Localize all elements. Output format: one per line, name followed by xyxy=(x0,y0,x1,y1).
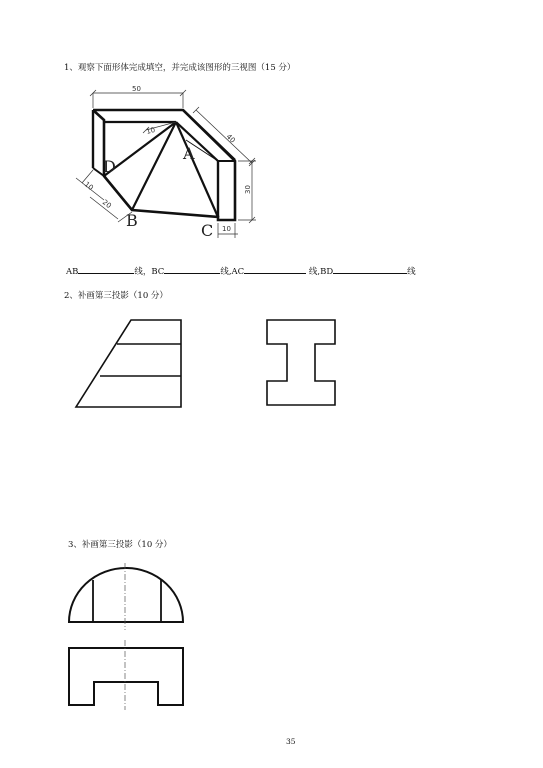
dimension-10-left: 10 xyxy=(82,180,95,193)
question-2-title: 2、补画第三投影（10 分） xyxy=(64,291,168,301)
dimension-30: 30 xyxy=(244,185,252,194)
dimension-40: 40 xyxy=(224,132,237,145)
dimension-50: 50 xyxy=(132,85,141,93)
fill-in-line xyxy=(66,264,416,277)
blank-bc[interactable] xyxy=(164,264,220,274)
question-3-figures xyxy=(69,563,183,710)
blank-ac[interactable] xyxy=(244,264,306,274)
question-3-title: 3、补画第三投影（10 分） xyxy=(68,540,172,550)
label-bd: BD xyxy=(320,267,334,277)
dimension-20: 20 xyxy=(100,198,113,211)
blank-ab[interactable] xyxy=(78,264,134,274)
label-ab: AB xyxy=(66,267,79,277)
suffix-ac: 线, xyxy=(308,267,321,277)
suffix-bc: 线, xyxy=(220,267,232,277)
label-bc: BC xyxy=(151,267,165,277)
label-ac: AC xyxy=(231,267,245,277)
question-2-figures xyxy=(76,320,335,407)
blank-bd[interactable] xyxy=(333,264,407,274)
trapezoid-view xyxy=(76,320,181,407)
question-1-title: 1、观察下面形体完成填空，并完成该图形的三视图（15 分） xyxy=(64,63,296,73)
suffix-ab: 线， xyxy=(134,267,152,277)
point-label-a: A xyxy=(183,144,195,163)
page-number: 35 xyxy=(286,737,296,746)
point-label-d: D xyxy=(103,157,116,176)
dimension-10-bottom: 10 xyxy=(222,225,231,233)
dimension-10-slope: 10 xyxy=(145,125,157,136)
suffix-bd: 线 xyxy=(407,267,416,277)
point-label-b: B xyxy=(126,211,138,230)
point-label-c: C xyxy=(201,221,214,240)
i-beam-view xyxy=(267,320,335,405)
